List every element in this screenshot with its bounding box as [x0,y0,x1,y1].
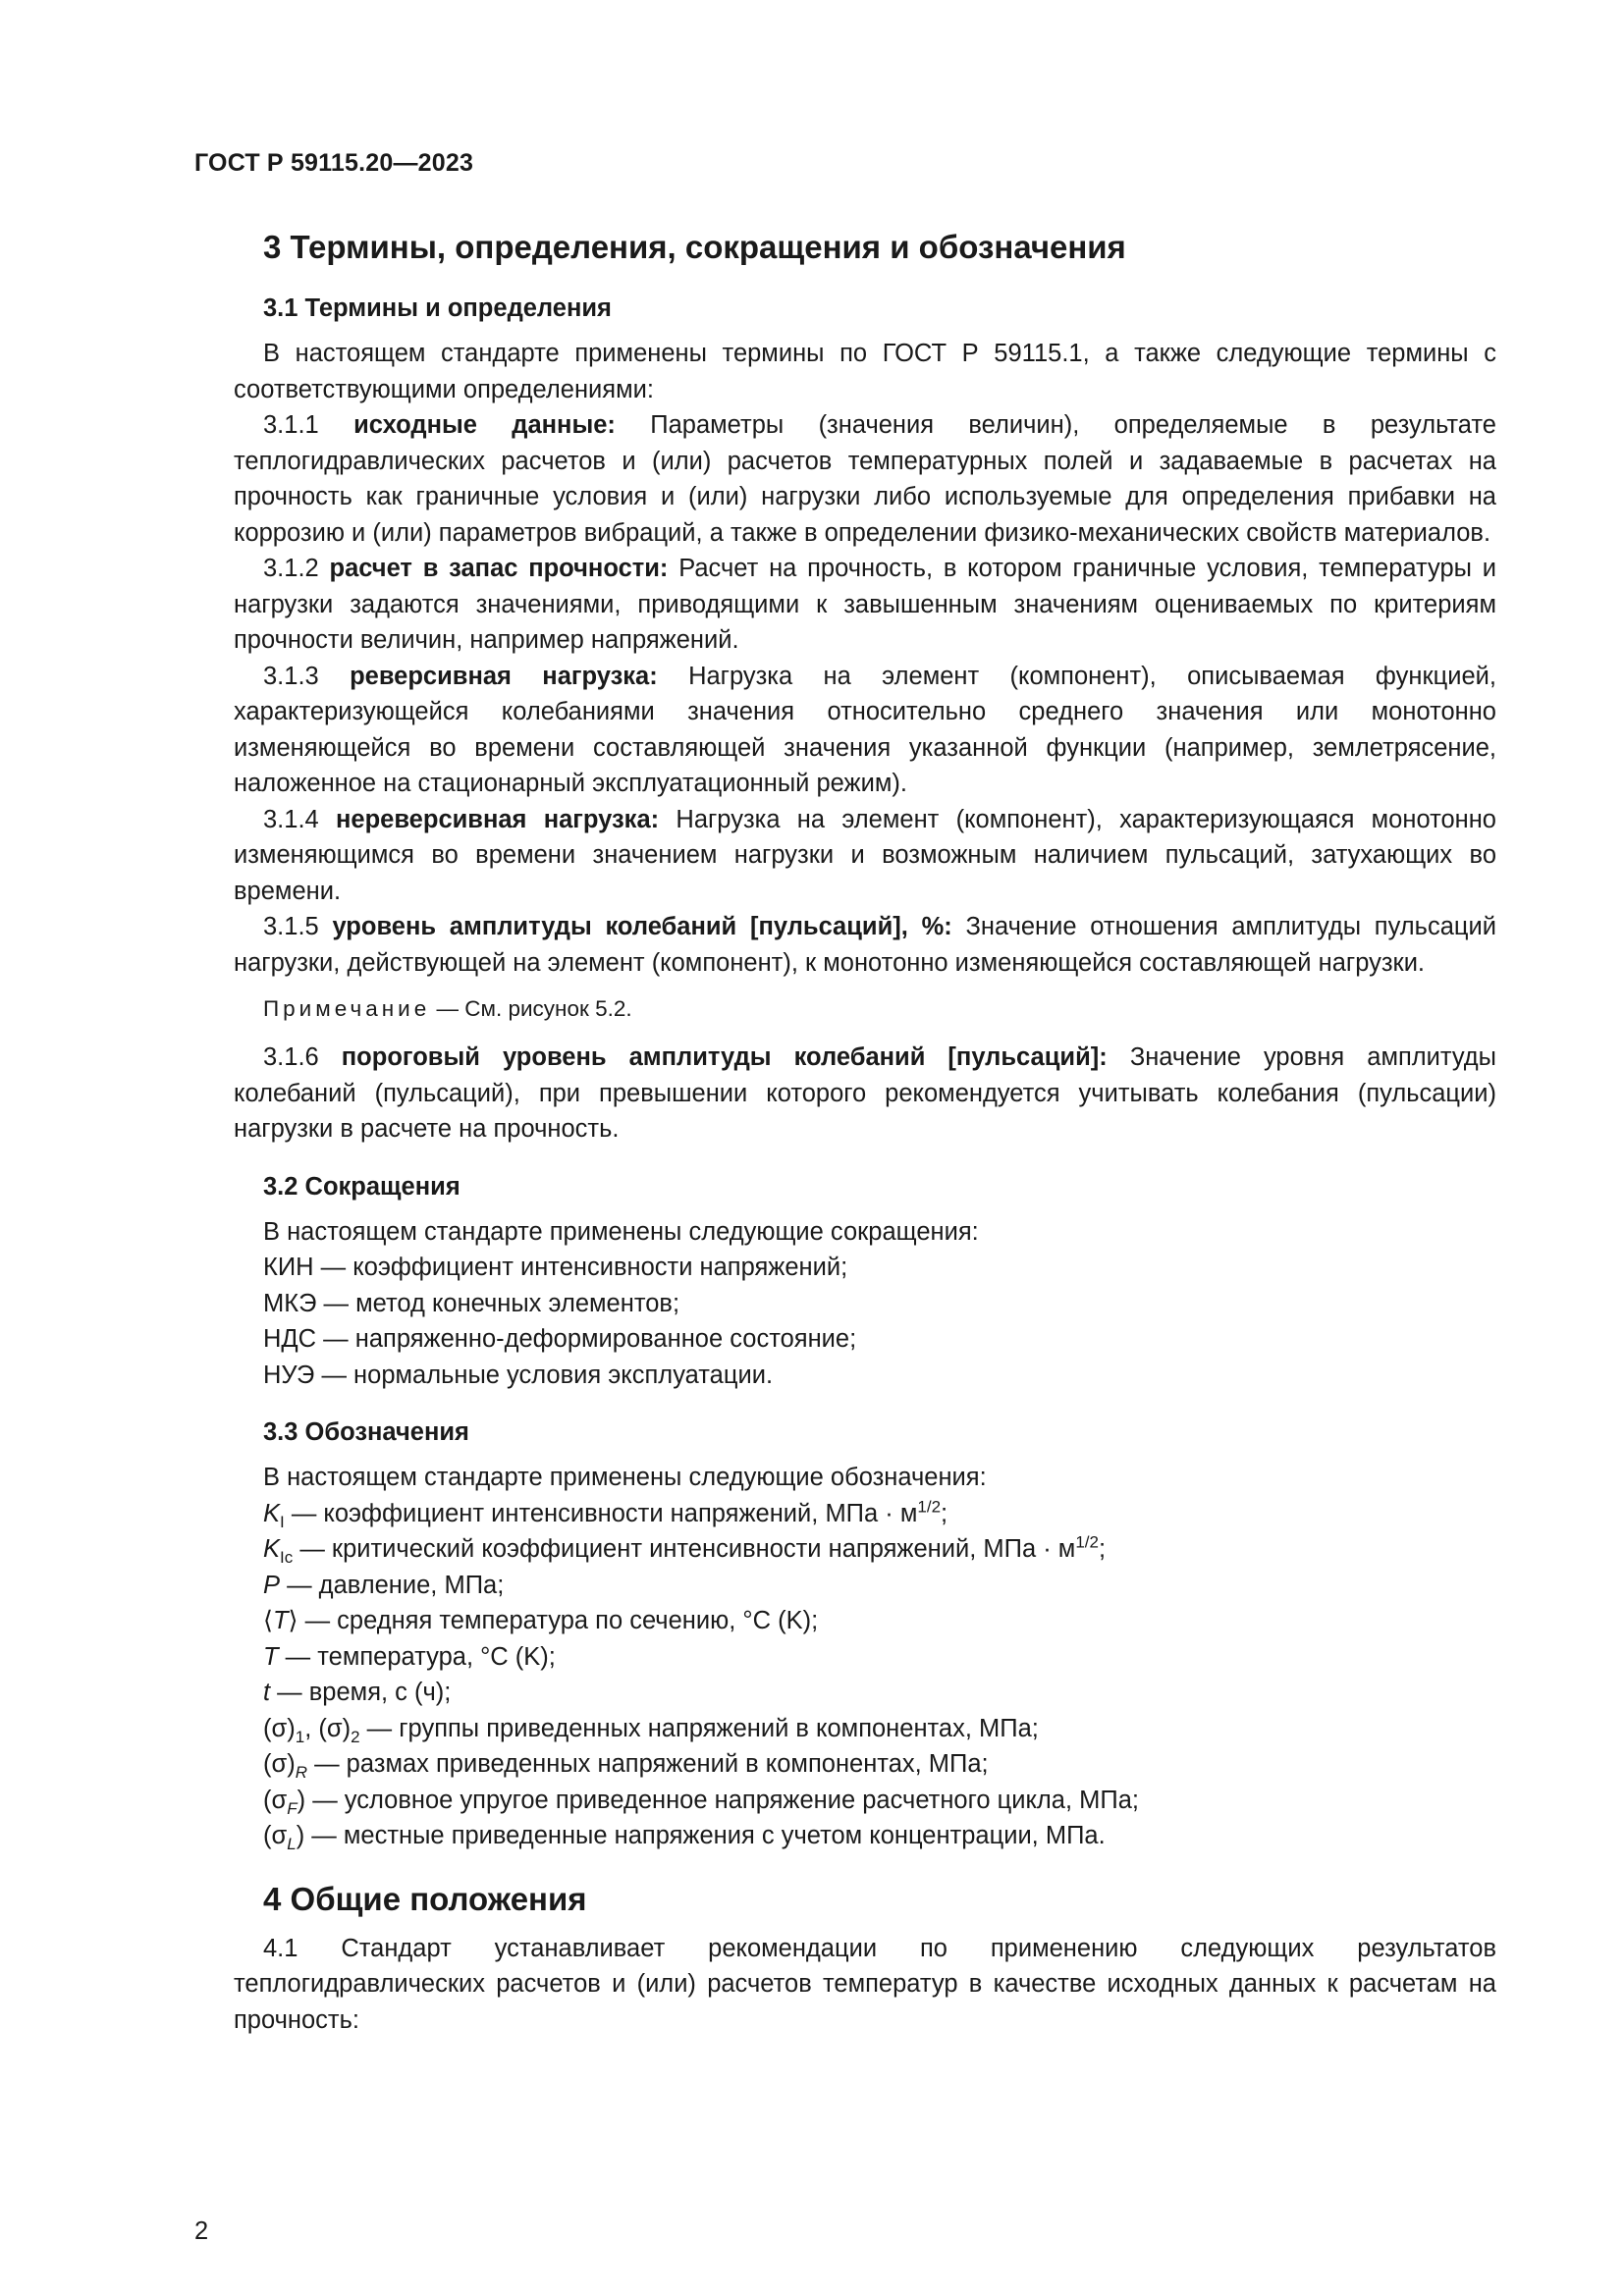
abbreviations-intro: В настоящем стандарте применены следующие сокращения: [263,1217,979,1246]
abbreviation-item: НДС — напряженно-деформированное состояние; [263,1325,857,1353]
term-number: 3.1.4 [263,805,319,833]
term-3-1-4 [234,802,1496,910]
term-definition: Значение уровня амплитуды колебаний (пульсаций), при превышении которого рекомендуется учитывать колебания (пульсации) нагрузки в расчете на прочность. [234,1043,1496,1143]
term-3-1-1 [234,407,1496,551]
term-definition: Значение отношения амплитуды пульсаций нагрузки, действующей на элемент (компонент), к монотонно изменяющейся составляющей нагрузки. [234,913,1496,977]
subsection-3-3-heading: 3.3 Обозначения [263,1418,469,1446]
section-3-heading: 3 Термины, определения, сокращения и обозначения [263,229,1126,265]
term-number: 3.1.2 [263,555,319,582]
note [234,993,1496,1025]
subsection-3-1-heading: 3.1 Термины и определения [263,294,612,322]
term-name: реверсивная нагрузка: [350,662,658,690]
term-3-1-2 [234,551,1496,659]
term-name: расчет в запас прочности: [329,555,669,582]
term-definition: Нагрузка на элемент (компонент), описываемая функцией, характеризующейся колебаниями значения относительно среднего значения или монотонно изменяющейся во времени составляющей значения указанной функции (например, землетрясение, наложенное на стационарный эксплуатационный режим). [234,662,1496,797]
terms-intro: В настоящем стандарте применены термины по ГОСТ Р 59115.1, а также следующие термины с соответствующими определениями: [234,340,1496,403]
term-number: 3.1.6 [263,1043,319,1071]
abbreviation-item: МКЭ — метод конечных элементов; [263,1289,680,1317]
term-definition: Расчет на прочность, в котором граничные условия, температуры и нагрузки задаются значениями, приводящими к завышенным значениям оцениваемых по критериям прочности величин, например напряжений. [234,555,1497,654]
abbreviation-item: НУЭ — нормальные условия эксплуатации. [263,1361,774,1389]
symbol-item-p: P — давление, МПа; [263,1571,505,1599]
term-3-1-6 [234,1040,1496,1148]
symbol-item-sigma-f: $(\sigma_F)$ — условное упругое приведенное напряжение расчетного цикла, МПа; [263,1786,1139,1818]
term-name: исходные данные: [353,411,616,439]
section-4-heading: 4 Общие положения [263,1880,587,1917]
symbol-item-sigma-r: $(\sigma)_R$ — размах приведенных напряжений в компонентах, МПа; [263,1750,989,1783]
term-number: 3.1.1 [263,411,319,439]
term-number: 3.1.5 [263,913,319,940]
term-3-1-3 [234,659,1496,802]
term-number: 3.1.3 [263,662,319,690]
symbol-item-t-avg: ⟨T⟩ — средняя температура по сечению, °C (K); [263,1607,819,1634]
symbol-item-time: t — время, с (ч); [263,1679,452,1706]
document-body [234,214,1496,2038]
term-definition: Нагрузка на элемент (компонент), характеризующаяся монотонно изменяющимся во времени значением нагрузки и возможным наличием пульсаций, затухающих во времени. [234,805,1496,905]
note-text: — См. рисунок 5.2. [430,996,632,1021]
document-header: ГОСТ Р 59115.20—2023 [194,149,474,177]
subsection-3-2-heading: 3.2 Сокращения [263,1172,460,1201]
term-definition: Параметры (значения величин), определяемые в результате теплогидравлических расчетов и (или) расчетов температурных полей и задаваемые в расчетах на прочность как граничные условия и (или) нагрузки либо используемые для определения прибавки на коррозию и (или) параметров вибраций, а также в определении физико-механических свойств материалов. [234,411,1496,547]
term-name: нереверсивная нагрузка: [336,805,660,833]
term-name: пороговый уровень амплитуды колебаний [пульсаций]: [341,1043,1108,1071]
note-label: Примечание [263,996,431,1021]
symbol-item-t: T — температура, °C (K); [263,1642,556,1671]
page-number: 2 [194,2217,209,2245]
abbreviation-item: КИН — коэффициент интенсивности напряжений; [263,1254,848,1281]
term-3-1-5 [234,909,1496,981]
term-name: уровень амплитуды колебаний [пульсаций], %: [332,913,952,940]
symbol-item-kic: $K_{Ic}$ — критический коэффициент интенсивности напряжений, МПа · $м^{1/2}$; [263,1532,1107,1568]
symbol-item-ki: $K_I$ — коэффициент интенсивности напряжений, МПа · $м^{1/2}$; [263,1497,948,1531]
paragraph-4-1: 4.1 Стандарт устанавливает рекомендации по применению следующих результатов теплогидравлических расчетов и (или) расчетов температур в качестве исходных данных к расчетам на прочность: [234,1934,1496,2034]
symbol-item-sigma-l: $(\sigma_L)$ — местные приведенные напряжения с учетом концентрации, МПа. [263,1822,1106,1854]
symbol-item-sigma-groups: $(\sigma)_1$, $(\sigma)_2$ — группы приведенных напряжений в компонентах, МПа; [263,1714,1039,1746]
symbols-intro: В настоящем стандарте применены следующие обозначения: [263,1464,987,1491]
